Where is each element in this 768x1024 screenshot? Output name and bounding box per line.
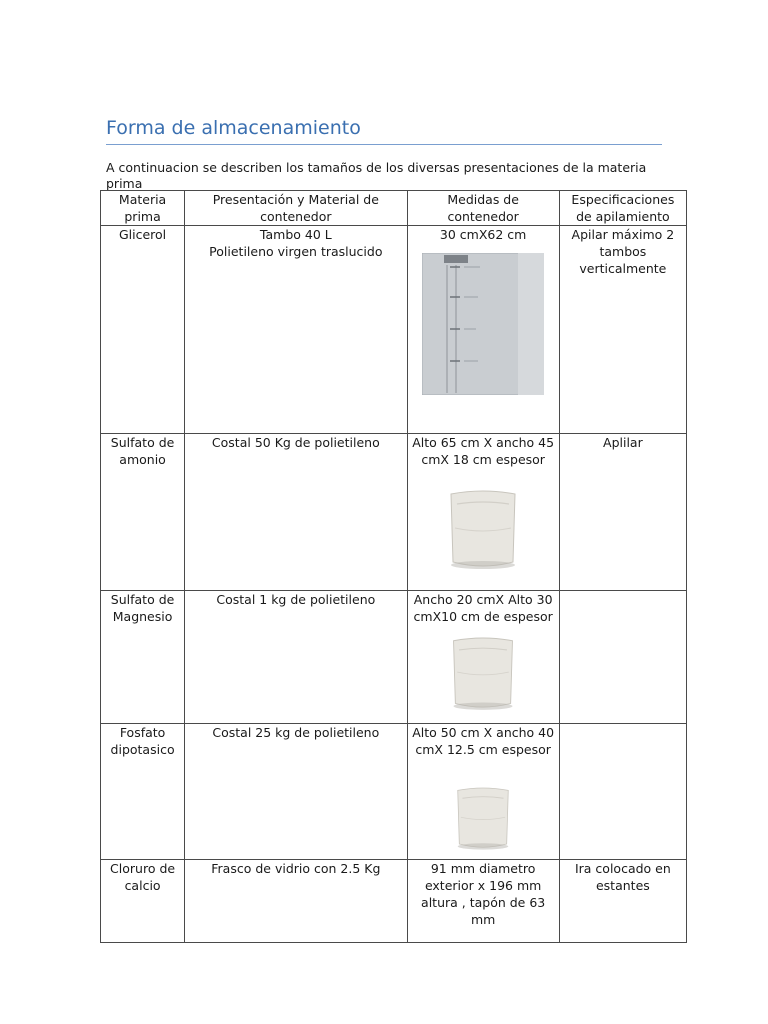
cell-apilamiento: Apilar máximo 2 tambos verticalmente xyxy=(559,226,686,434)
cell-materia: Fosfato dipotasico xyxy=(101,724,185,860)
table-row xyxy=(101,724,687,860)
cell-materia: Cloruro de calcio xyxy=(101,860,185,943)
cell-medidas xyxy=(407,434,559,591)
header-materia: Materia prima xyxy=(101,191,185,226)
cell-presentacion: Costal 1 kg de polietileno xyxy=(185,591,407,724)
cell-medidas: 91 mm diametro exterior x 196 mm altura , tapón de 63 mm xyxy=(407,860,559,943)
table-row xyxy=(101,591,687,724)
cell-medidas xyxy=(407,724,559,860)
table-header-row xyxy=(101,191,687,226)
page-title: Forma de almacenamiento xyxy=(106,115,662,145)
cell-apilamiento: Ira colocado en estantes xyxy=(559,860,686,943)
cell-materia: Sulfato de amonio xyxy=(101,434,185,591)
sack-image xyxy=(445,488,521,570)
cell-presentacion xyxy=(185,226,407,434)
medidas-text: Ancho 20 cmX Alto 30 cmX10 cm de espesor xyxy=(413,592,553,624)
sack-image xyxy=(448,635,518,711)
cell-materia: Glicerol xyxy=(101,226,185,434)
header-medidas: Medidas de contenedor xyxy=(407,191,559,226)
cell-medidas xyxy=(407,591,559,724)
storage-table xyxy=(100,190,687,943)
cell-medidas xyxy=(407,226,559,434)
header-apilamiento: Especificaciones de apilamiento xyxy=(559,191,686,226)
medidas-text: Alto 50 cm X ancho 40 cmX 12.5 cm espesor xyxy=(412,725,555,757)
cell-materia: Sulfato de Magnesio xyxy=(101,591,185,724)
medidas-text: 30 cmX62 cm xyxy=(439,227,527,242)
cell-apilamiento: Aplilar xyxy=(559,434,686,591)
medidas-text: Alto 65 cm X ancho 45 cmX 18 cm espesor xyxy=(412,435,555,467)
cell-apilamiento xyxy=(559,591,686,724)
cell-presentacion: Costal 25 kg de polietileno xyxy=(185,724,407,860)
plastic-drum-image xyxy=(422,253,544,395)
cell-apilamiento xyxy=(559,724,686,860)
table-row xyxy=(101,226,687,434)
presentacion-line: Polietileno virgen traslucido xyxy=(209,244,383,259)
intro-paragraph: A continuacion se describen los tamaños de los diversas presentaciones de la materia prima xyxy=(106,160,647,191)
table-row xyxy=(101,434,687,591)
header-presentacion: Presentación y Material de contenedor xyxy=(185,191,407,226)
table-row xyxy=(101,860,687,943)
cell-presentacion: Costal 50 Kg de polietileno xyxy=(185,434,407,591)
cell-presentacion: Frasco de vidrio con 2.5 Kg xyxy=(185,860,407,943)
sack-image xyxy=(453,785,513,851)
presentacion-line: Tambo 40 L xyxy=(259,227,332,242)
